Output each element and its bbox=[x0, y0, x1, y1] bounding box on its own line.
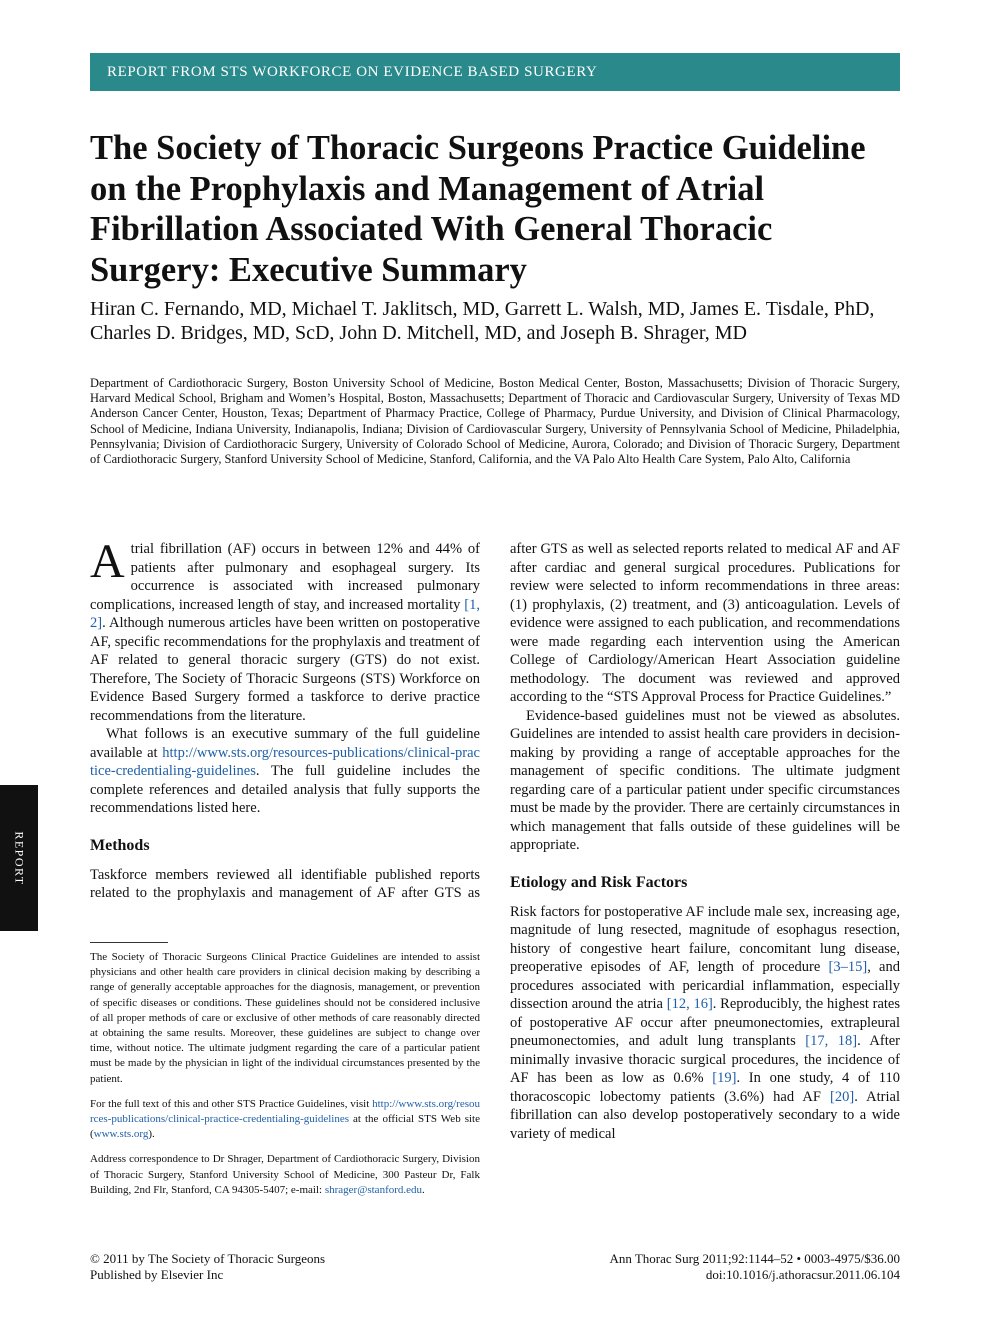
footnotes bbox=[90, 950, 480, 1208]
footnote-correspondence: Address correspondence to Dr Shrager, Department of Cardiothoracic Surgery, Division of Thoracic Surgery, Stanford University School of Medicine, 300 Pasteur Dr, Falk Building, 2nd Flr, Stanford, CA 94305-5407; e-mail: shrager@stanford.edu. bbox=[90, 1153, 480, 1196]
left-column bbox=[90, 535, 480, 903]
drop-cap: A bbox=[90, 535, 125, 588]
journal-citation: Ann Thorac Surg 2011;92:1144–52 • 0003-4975/$36.00 bbox=[609, 1251, 900, 1266]
guideline-url-link[interactable]: http://www.sts.org/resources-publications/clinical-practice-credentialing-guidelines bbox=[90, 744, 480, 779]
methods-paragraph-1-cont: after GTS as well as selected reports related to medical AF and AF after cardiac and general surgical procedures. Publications for review were selected to inform recommendations in three areas: (1) prophylaxis, (2) treatment, and (3) anticoagulation. Levels of evidence were assigned to each publication, and recommendations were made regarding each intervention using the American College of Cardiology/American Heart Association guideline methodology. The document was reviewed and approved according to the “STS Approval Process for Practice Guidelines.” bbox=[510, 541, 900, 705]
affiliations: Department of Cardiothoracic Surgery, Boston University School of Medicine, Boston Medical Center, Boston, Massachusetts; Division of Thoracic Surgery, Harvard Medical School, Brigham and Women’s Hospital, Boston, Massachusetts; Department of Thoracic and Cardiovascular Surgery, University of Texas MD Anderson Cancer Center, Houston, Texas; Department of Pharmacy Practice, College of Pharmacy, Purdue University, and Division of Clinical Pharmacology, School of Medicine, Indiana University, Indianapolis, Indiana; Division of Cardiovascular Surgery, University of Pennsylvania School of Medicine, Philadelphia, Pennsylvania; Division of Cardiothoracic Surgery, University of Colorado School of Medicine, Aurora, Colorado; and Division of Thoracic Surgery, Department of Cardiothoracic Surgery, Stanford University School of Medicine, Stanford, California, and the VA Palo Alto Health Care System, Palo Alto, California bbox=[90, 376, 900, 467]
copyright: © 2011 by The Society of Thoracic Surgeons bbox=[90, 1251, 326, 1266]
doi: doi:10.1016/j.athoracsur.2011.06.104 bbox=[705, 1267, 900, 1282]
methods-heading: Methods bbox=[90, 836, 150, 854]
methods-paragraph-2: Evidence-based guidelines must not be viewed as absolutes. Guidelines are intended to assist health care providers in decision-making by providing a range of acceptable approaches for the management of specific conditions. The ultimate judgment regarding care of a particular patient under specific circumstances must be made by the provider. There are certainly circumstances in which management that falls outside of these guidelines will be appropriate. bbox=[510, 707, 900, 853]
right-column bbox=[510, 540, 900, 1143]
intro-paragraph-1: Atrial fibrillation (AF) occurs in between 12% and 44% of patients after pulmonary and esophageal surgery. Its occurrence is associated with increased pulmonary complications, increased length of stay, and increased mortality [1, 2]. Although numerous articles have been written on postoperative AF, specific recommendations for the prophylaxis and treatment of AF related to general thoracic surgery (GTS) do not exist. Therefore, The Society of Thoracic Surgeons (STS) Workforce on Evidence Based Surgery formed a taskforce to derive practice recommendations from the literature. bbox=[90, 535, 480, 724]
section-banner bbox=[90, 53, 900, 91]
footer-right bbox=[609, 1251, 900, 1283]
ref-link-3-15[interactable]: [3–15] bbox=[828, 959, 868, 975]
ref-link-1-2[interactable]: [1, 2] bbox=[90, 596, 480, 631]
sts-site-link[interactable]: www.sts.org bbox=[93, 1128, 149, 1141]
footnote-disclaimer: The Society of Thoracic Surgeons Clinical Practice Guidelines are intended to assist physicians and other health care providers in clinical decision making by describing a range of generally acceptable approaches for the diagnosis, management, or prevention of specific diseases or conditions. These guidelines should not be considered inclusive of all proper methods of care or exclusive of other methods of care reasonably directed at obtaining the same results. Moreover, these guidelines are subject to change over time, without notice. The ultimate judgment regarding the care of a particular patient must be made by the physician in light of the individual circumstances presented by the patient. bbox=[90, 951, 480, 1085]
ref-link-20[interactable]: [20] bbox=[830, 1088, 855, 1105]
side-tab bbox=[0, 785, 38, 931]
publisher: Published by Elsevier Inc bbox=[90, 1267, 224, 1282]
article-title: The Society of Thoracic Surgeons Practice Guideline on the Prophylaxis and Management of Atrial Fibrillation Associated With General Thoracic Surgery: Executive Summary bbox=[90, 129, 866, 289]
intro-paragraph-2: What follows is an executive summary of the full guideline available at http://www.sts.org/resources-publications/clinical-practice-credentialing-guidelines. The full guideline includes the complete references and detailed analysis that fully supports the recommendations listed here. bbox=[90, 726, 480, 816]
footnote-fulltext: For the full text of this and other STS Practice Guidelines, visit http://www.sts.org/resources-publications/clinical-practice-credentialing-guidelines at the official STS Web site (www.sts.org). bbox=[90, 1097, 480, 1141]
ref-link-19[interactable]: [19] bbox=[712, 1070, 737, 1086]
footnote-divider bbox=[90, 942, 168, 943]
etiology-heading: Etiology and Risk Factors bbox=[510, 873, 688, 891]
author-list: Hiran C. Fernando, MD, Michael T. Jaklitsch, MD, Garrett L. Walsh, MD, James E. Tisdale, PhD, Charles D. Bridges, MD, ScD, John D. Mitchell, MD, and Joseph B. Shrager, MD bbox=[90, 298, 875, 344]
ref-link-17-18[interactable]: [17, 18] bbox=[805, 1033, 858, 1049]
ref-link-12-16[interactable]: [12, 16] bbox=[666, 996, 713, 1012]
footer-left bbox=[90, 1251, 325, 1283]
email-link[interactable]: shrager@stanford.edu bbox=[324, 1183, 423, 1196]
methods-paragraph-1: Taskforce members reviewed all identifiable published reports related to the prophylaxis and management of AF after GTS as bbox=[90, 866, 480, 901]
footnote-guideline-link[interactable]: http://www.sts.org/resources-publications/clinical-practice-credentialing-guidelines bbox=[90, 1097, 480, 1126]
side-tab-label: REPORT bbox=[12, 830, 27, 886]
etiology-paragraph: Risk factors for postoperative AF include male sex, increasing age, magnitude of lung resected, magnitude of esophagus resection, history of congestive heart failure, concomitant lung disease, preoperative episodes of AF, length of procedure [3–15], and procedures associated with pericardial inflammation, especially dissection around the atria [12, 16]. Reproducibly, the highest rates of postoperative AF occur after pneumonectomies, extrapleural pneumonectomies, and adult lung transplants [17, 18]. After minimally invasive thoracic surgical procedures, the incidence of AF has been as low as 0.6% [19]. In one study, 4 of 110 thoracoscopic lobectomy patients (3.6%) had AF [20]. Atrial fibrillation can also develop postoperatively secondary to a wide variety of medical bbox=[510, 903, 900, 1142]
banner-text: REPORT FROM STS WORKFORCE ON EVIDENCE BASED SURGERY bbox=[107, 63, 598, 80]
